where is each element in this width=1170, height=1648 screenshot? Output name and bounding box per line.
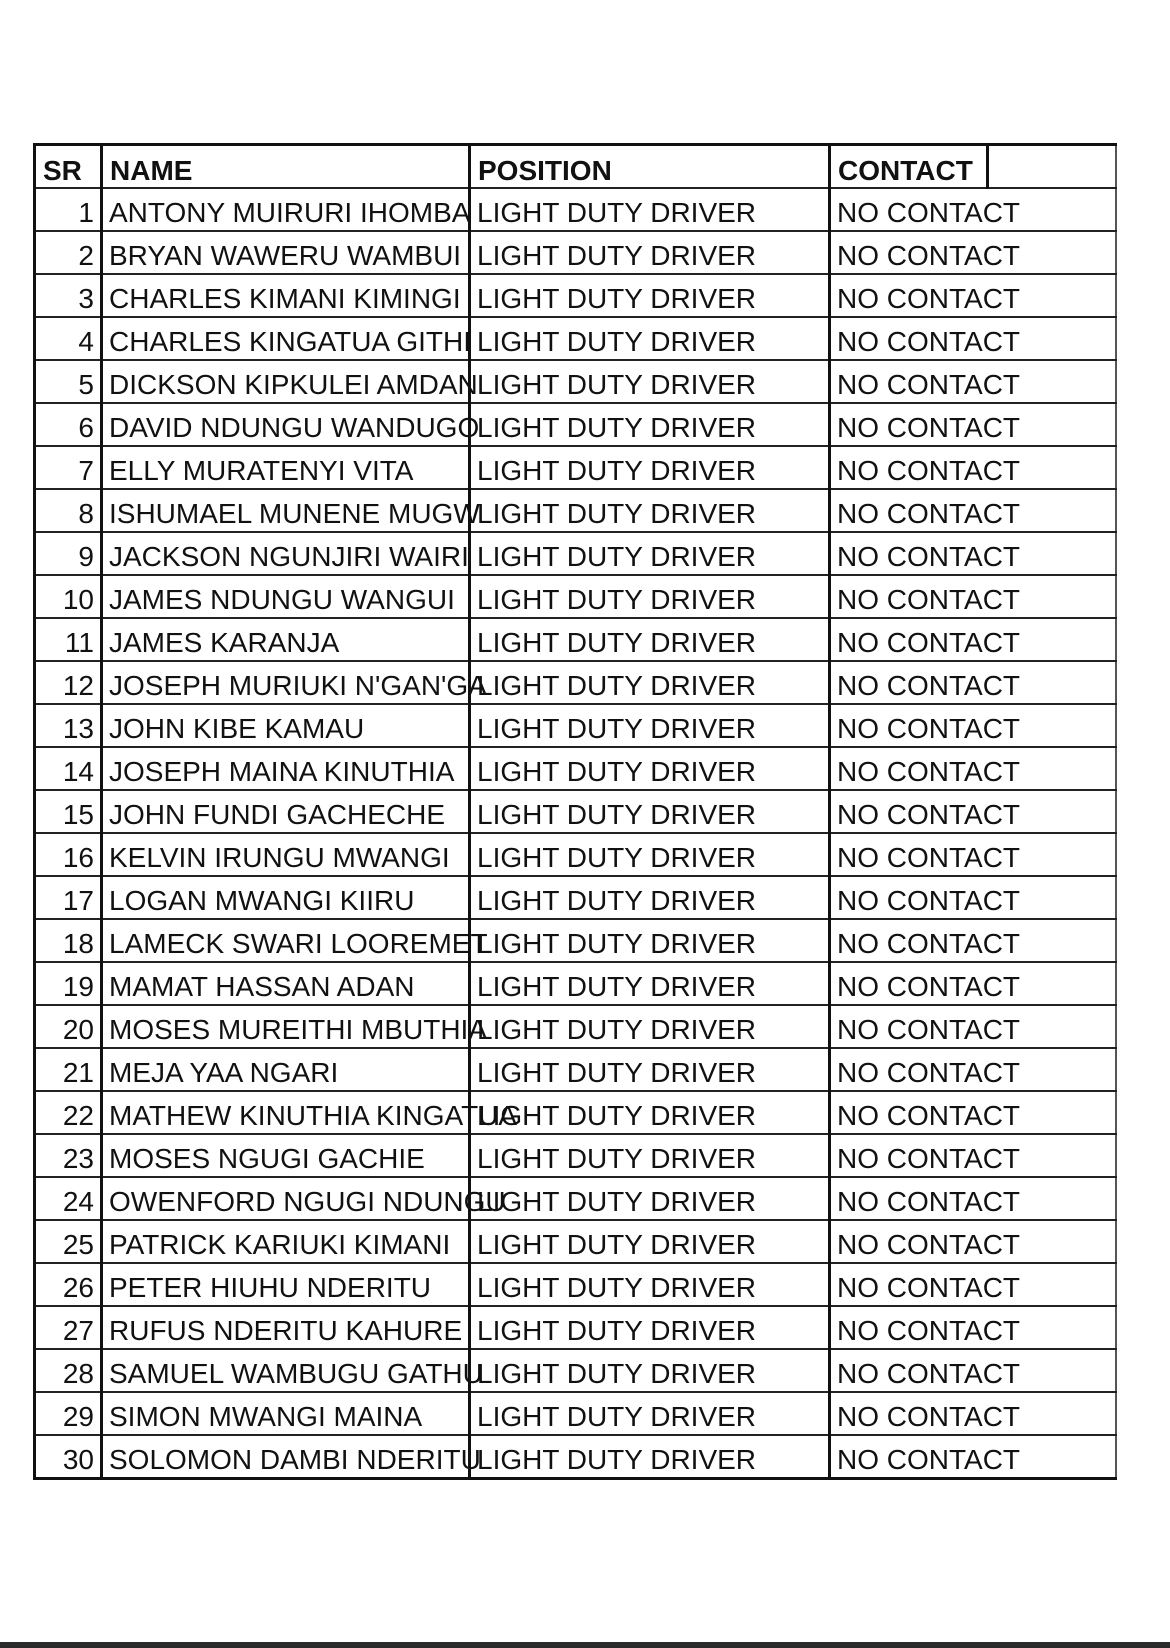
row-position-cell: LIGHT DUTY DRIVER: [470, 1177, 830, 1220]
contact-text: NO CONTACT: [837, 885, 1021, 916]
row-name-cell: OWENFORD NGUGI NDUNGU: [102, 1177, 470, 1220]
row-position-cell: LIGHT DUTY DRIVER: [470, 274, 830, 317]
row-name-cell: DICKSON KIPKULEI AMDAN: [102, 360, 470, 403]
contact-text: NO CONTACT: [837, 283, 1021, 314]
table-row: [35, 661, 1116, 704]
row-contact-cell: [830, 231, 1021, 274]
row-position-cell: LIGHT DUTY DRIVER: [470, 618, 830, 661]
row-sr-cell: 15: [35, 790, 102, 833]
row-sr-cell: 18: [35, 919, 102, 962]
row-position-cell: LIGHT DUTY DRIVER: [470, 704, 830, 747]
row-name-cell: MATHEW KINUTHIA KINGATUA: [102, 1091, 470, 1134]
row-sr-cell: 5: [35, 360, 102, 403]
header-name: NAME: [102, 145, 470, 189]
row-contact-cell: [830, 919, 1021, 962]
row-sr-cell: 11: [35, 618, 102, 661]
row-contact-cell: [830, 1091, 1021, 1134]
row-contact-cell: [830, 790, 1021, 833]
row-position-cell: LIGHT DUTY DRIVER: [470, 661, 830, 704]
row-position-cell: LIGHT DUTY DRIVER: [470, 1220, 830, 1263]
row-contact-cell: [830, 360, 1021, 403]
row-name-cell: ISHUMAEL MUNENE MUGW: [102, 489, 470, 532]
row-position-cell: LIGHT DUTY DRIVER: [470, 446, 830, 489]
contact-text: NO CONTACT: [837, 756, 1021, 787]
row-sr-cell: 12: [35, 661, 102, 704]
row-position-cell: LIGHT DUTY DRIVER: [470, 1005, 830, 1048]
header-row: [35, 145, 1116, 189]
row-contact-cell: [830, 1435, 1021, 1479]
contact-text: NO CONTACT: [837, 1143, 1021, 1174]
row-position-cell: LIGHT DUTY DRIVER: [470, 575, 830, 618]
row-position-cell: LIGHT DUTY DRIVER: [470, 1048, 830, 1091]
row-contact-cell: [830, 1349, 1021, 1392]
row-sr-cell: 21: [35, 1048, 102, 1091]
row-sr-cell: 26: [35, 1263, 102, 1306]
row-name-cell: JAMES NDUNGU WANGUI: [102, 575, 470, 618]
row-contact-cell: [830, 403, 1021, 446]
row-sr-cell: 13: [35, 704, 102, 747]
row-position-cell: LIGHT DUTY DRIVER: [470, 360, 830, 403]
table-row: [35, 747, 1116, 790]
row-contact-cell: [830, 532, 1021, 575]
spreadsheet-area: [33, 143, 1114, 1480]
table-row: [35, 1349, 1116, 1392]
row-name-cell: BRYAN WAWERU WAMBUI: [102, 231, 470, 274]
row-name-cell: SOLOMON DAMBI NDERITU: [102, 1435, 470, 1479]
contact-text: NO CONTACT: [837, 1401, 1021, 1432]
contact-text: NO CONTACT: [837, 1358, 1021, 1389]
row-sr-cell: 28: [35, 1349, 102, 1392]
row-sr-cell: 25: [35, 1220, 102, 1263]
row-position-cell: LIGHT DUTY DRIVER: [470, 1263, 830, 1306]
table-row: [35, 532, 1116, 575]
row-position-cell: LIGHT DUTY DRIVER: [470, 790, 830, 833]
table-row: [35, 1048, 1116, 1091]
row-contact-cell: [830, 317, 1021, 360]
contact-text: NO CONTACT: [837, 713, 1021, 744]
row-position-cell: LIGHT DUTY DRIVER: [470, 403, 830, 446]
table-row: [35, 704, 1116, 747]
row-name-cell: KELVIN IRUNGU MWANGI: [102, 833, 470, 876]
row-sr-cell: 8: [35, 489, 102, 532]
row-name-cell: JAMES KARANJA: [102, 618, 470, 661]
contact-text: NO CONTACT: [837, 799, 1021, 830]
contact-text: NO CONTACT: [837, 326, 1021, 357]
contact-text: NO CONTACT: [837, 842, 1021, 873]
table-row: [35, 618, 1116, 661]
row-name-cell: MOSES NGUGI GACHIE: [102, 1134, 470, 1177]
row-contact-cell: [830, 833, 1021, 876]
row-position-cell: LIGHT DUTY DRIVER: [470, 231, 830, 274]
row-sr-cell: 4: [35, 317, 102, 360]
table-row: [35, 876, 1116, 919]
row-name-cell: JOSEPH MAINA KINUTHIA: [102, 747, 470, 790]
row-sr-cell: 27: [35, 1306, 102, 1349]
row-position-cell: LIGHT DUTY DRIVER: [470, 489, 830, 532]
contact-text: NO CONTACT: [837, 412, 1021, 443]
table-row: [35, 1220, 1116, 1263]
table-row: [35, 1306, 1116, 1349]
table-row: [35, 231, 1116, 274]
table-row: [35, 188, 1116, 231]
contact-text: NO CONTACT: [837, 1444, 1021, 1475]
contact-text: NO CONTACT: [837, 498, 1021, 529]
row-sr-cell: 20: [35, 1005, 102, 1048]
contact-text: NO CONTACT: [837, 197, 1021, 228]
row-sr-cell: 6: [35, 403, 102, 446]
row-contact-cell: [830, 575, 1021, 618]
row-sr-cell: 23: [35, 1134, 102, 1177]
row-name-cell: LAMECK SWARI LOOREMET: [102, 919, 470, 962]
row-name-cell: RUFUS NDERITU KAHURE: [102, 1306, 470, 1349]
row-name-cell: PETER HIUHU NDERITU: [102, 1263, 470, 1306]
table-row: [35, 962, 1116, 1005]
row-position-cell: LIGHT DUTY DRIVER: [470, 962, 830, 1005]
row-name-cell: PATRICK KARIUKI KIMANI: [102, 1220, 470, 1263]
row-position-cell: LIGHT DUTY DRIVER: [470, 1392, 830, 1435]
row-sr-cell: 14: [35, 747, 102, 790]
table-row: [35, 1392, 1116, 1435]
row-contact-cell: [830, 618, 1021, 661]
table-row: [35, 1435, 1116, 1479]
row-name-cell: MOSES MUREITHI MBUTHIA: [102, 1005, 470, 1048]
table-row: [35, 1263, 1116, 1306]
row-name-cell: ELLY MURATENYI VITA: [102, 446, 470, 489]
row-sr-cell: 9: [35, 532, 102, 575]
contact-text: NO CONTACT: [837, 541, 1021, 572]
row-sr-cell: 30: [35, 1435, 102, 1479]
row-name-cell: JACKSON NGUNJIRI WAIRI: [102, 532, 470, 575]
driver-roster-table: [33, 143, 1117, 1480]
row-contact-cell: [830, 489, 1021, 532]
row-name-cell: CHARLES KINGATUA GITHI: [102, 317, 470, 360]
table-row: [35, 403, 1116, 446]
row-position-cell: LIGHT DUTY DRIVER: [470, 1091, 830, 1134]
row-sr-cell: 3: [35, 274, 102, 317]
row-sr-cell: 29: [35, 1392, 102, 1435]
contact-text: NO CONTACT: [837, 1057, 1021, 1088]
table-row: [35, 274, 1116, 317]
contact-text: NO CONTACT: [837, 928, 1021, 959]
row-position-cell: LIGHT DUTY DRIVER: [470, 1349, 830, 1392]
contact-text: NO CONTACT: [837, 1315, 1021, 1346]
row-contact-cell: [830, 1005, 1021, 1048]
row-sr-cell: 16: [35, 833, 102, 876]
row-name-cell: JOHN FUNDI GACHECHE: [102, 790, 470, 833]
row-sr-cell: 19: [35, 962, 102, 1005]
row-name-cell: SIMON MWANGI MAINA: [102, 1392, 470, 1435]
header-position: POSITION: [470, 145, 830, 189]
row-contact-cell: [830, 1220, 1021, 1263]
contact-text: NO CONTACT: [837, 455, 1021, 486]
contact-text: NO CONTACT: [837, 1100, 1021, 1131]
row-name-cell: ANTONY MUIRURI IHOMBA: [102, 188, 470, 231]
table-row: [35, 833, 1116, 876]
row-position-cell: LIGHT DUTY DRIVER: [470, 1306, 830, 1349]
row-contact-cell: [830, 188, 1021, 231]
row-contact-cell: [830, 1048, 1021, 1091]
row-name-cell: JOHN KIBE KAMAU: [102, 704, 470, 747]
row-contact-cell: [830, 747, 1021, 790]
row-sr-cell: 17: [35, 876, 102, 919]
row-position-cell: LIGHT DUTY DRIVER: [470, 876, 830, 919]
contact-text: NO CONTACT: [837, 1229, 1021, 1260]
bottom-edge-bar: [0, 1642, 1170, 1648]
row-name-cell: MAMAT HASSAN ADAN: [102, 962, 470, 1005]
row-name-cell: LOGAN MWANGI KIIRU: [102, 876, 470, 919]
row-contact-cell: [830, 962, 1021, 1005]
row-sr-cell: 1: [35, 188, 102, 231]
contact-text: NO CONTACT: [837, 240, 1021, 271]
row-name-cell: CHARLES KIMANI KIMINGI: [102, 274, 470, 317]
table-row: [35, 489, 1116, 532]
row-name-cell: SAMUEL WAMBUGU GATHU: [102, 1349, 470, 1392]
row-position-cell: LIGHT DUTY DRIVER: [470, 747, 830, 790]
table-row: [35, 1177, 1116, 1220]
header-sr: SR: [35, 145, 102, 189]
table-row: [35, 360, 1116, 403]
row-position-cell: LIGHT DUTY DRIVER: [470, 532, 830, 575]
contact-text: NO CONTACT: [837, 670, 1021, 701]
table-row: [35, 1091, 1116, 1134]
row-sr-cell: 24: [35, 1177, 102, 1220]
row-name-cell: MEJA YAA NGARI: [102, 1048, 470, 1091]
table-row: [35, 317, 1116, 360]
row-position-cell: LIGHT DUTY DRIVER: [470, 833, 830, 876]
row-position-cell: LIGHT DUTY DRIVER: [470, 1435, 830, 1479]
row-position-cell: LIGHT DUTY DRIVER: [470, 919, 830, 962]
row-sr-cell: 22: [35, 1091, 102, 1134]
row-contact-cell: [830, 661, 1021, 704]
header-empty-cell: [988, 145, 1116, 189]
contact-text: NO CONTACT: [837, 627, 1021, 658]
row-name-cell: DAVID NDUNGU WANDUGO: [102, 403, 470, 446]
contact-text: NO CONTACT: [837, 584, 1021, 615]
row-contact-cell: [830, 274, 1021, 317]
table-row: [35, 790, 1116, 833]
row-contact-cell: [830, 1392, 1021, 1435]
header-contact: CONTACT: [830, 145, 988, 189]
row-position-cell: LIGHT DUTY DRIVER: [470, 188, 830, 231]
contact-text: NO CONTACT: [837, 971, 1021, 1002]
roster-body: [35, 188, 1116, 1479]
row-contact-cell: [830, 876, 1021, 919]
table-row: [35, 446, 1116, 489]
row-contact-cell: [830, 1263, 1021, 1306]
row-position-cell: LIGHT DUTY DRIVER: [470, 1134, 830, 1177]
row-sr-cell: 10: [35, 575, 102, 618]
table-row: [35, 919, 1116, 962]
row-sr-cell: 2: [35, 231, 102, 274]
contact-text: NO CONTACT: [837, 369, 1021, 400]
contact-text: NO CONTACT: [837, 1014, 1021, 1045]
row-contact-cell: [830, 446, 1021, 489]
row-contact-cell: [830, 1306, 1021, 1349]
contact-text: NO CONTACT: [837, 1186, 1021, 1217]
row-name-cell: JOSEPH MURIUKI N'GAN'GA: [102, 661, 470, 704]
table-row: [35, 575, 1116, 618]
row-position-cell: LIGHT DUTY DRIVER: [470, 317, 830, 360]
contact-text: NO CONTACT: [837, 1272, 1021, 1303]
row-contact-cell: [830, 704, 1021, 747]
row-contact-cell: [830, 1134, 1021, 1177]
row-contact-cell: [830, 1177, 1021, 1220]
table-row: [35, 1005, 1116, 1048]
table-row: [35, 1134, 1116, 1177]
row-sr-cell: 7: [35, 446, 102, 489]
